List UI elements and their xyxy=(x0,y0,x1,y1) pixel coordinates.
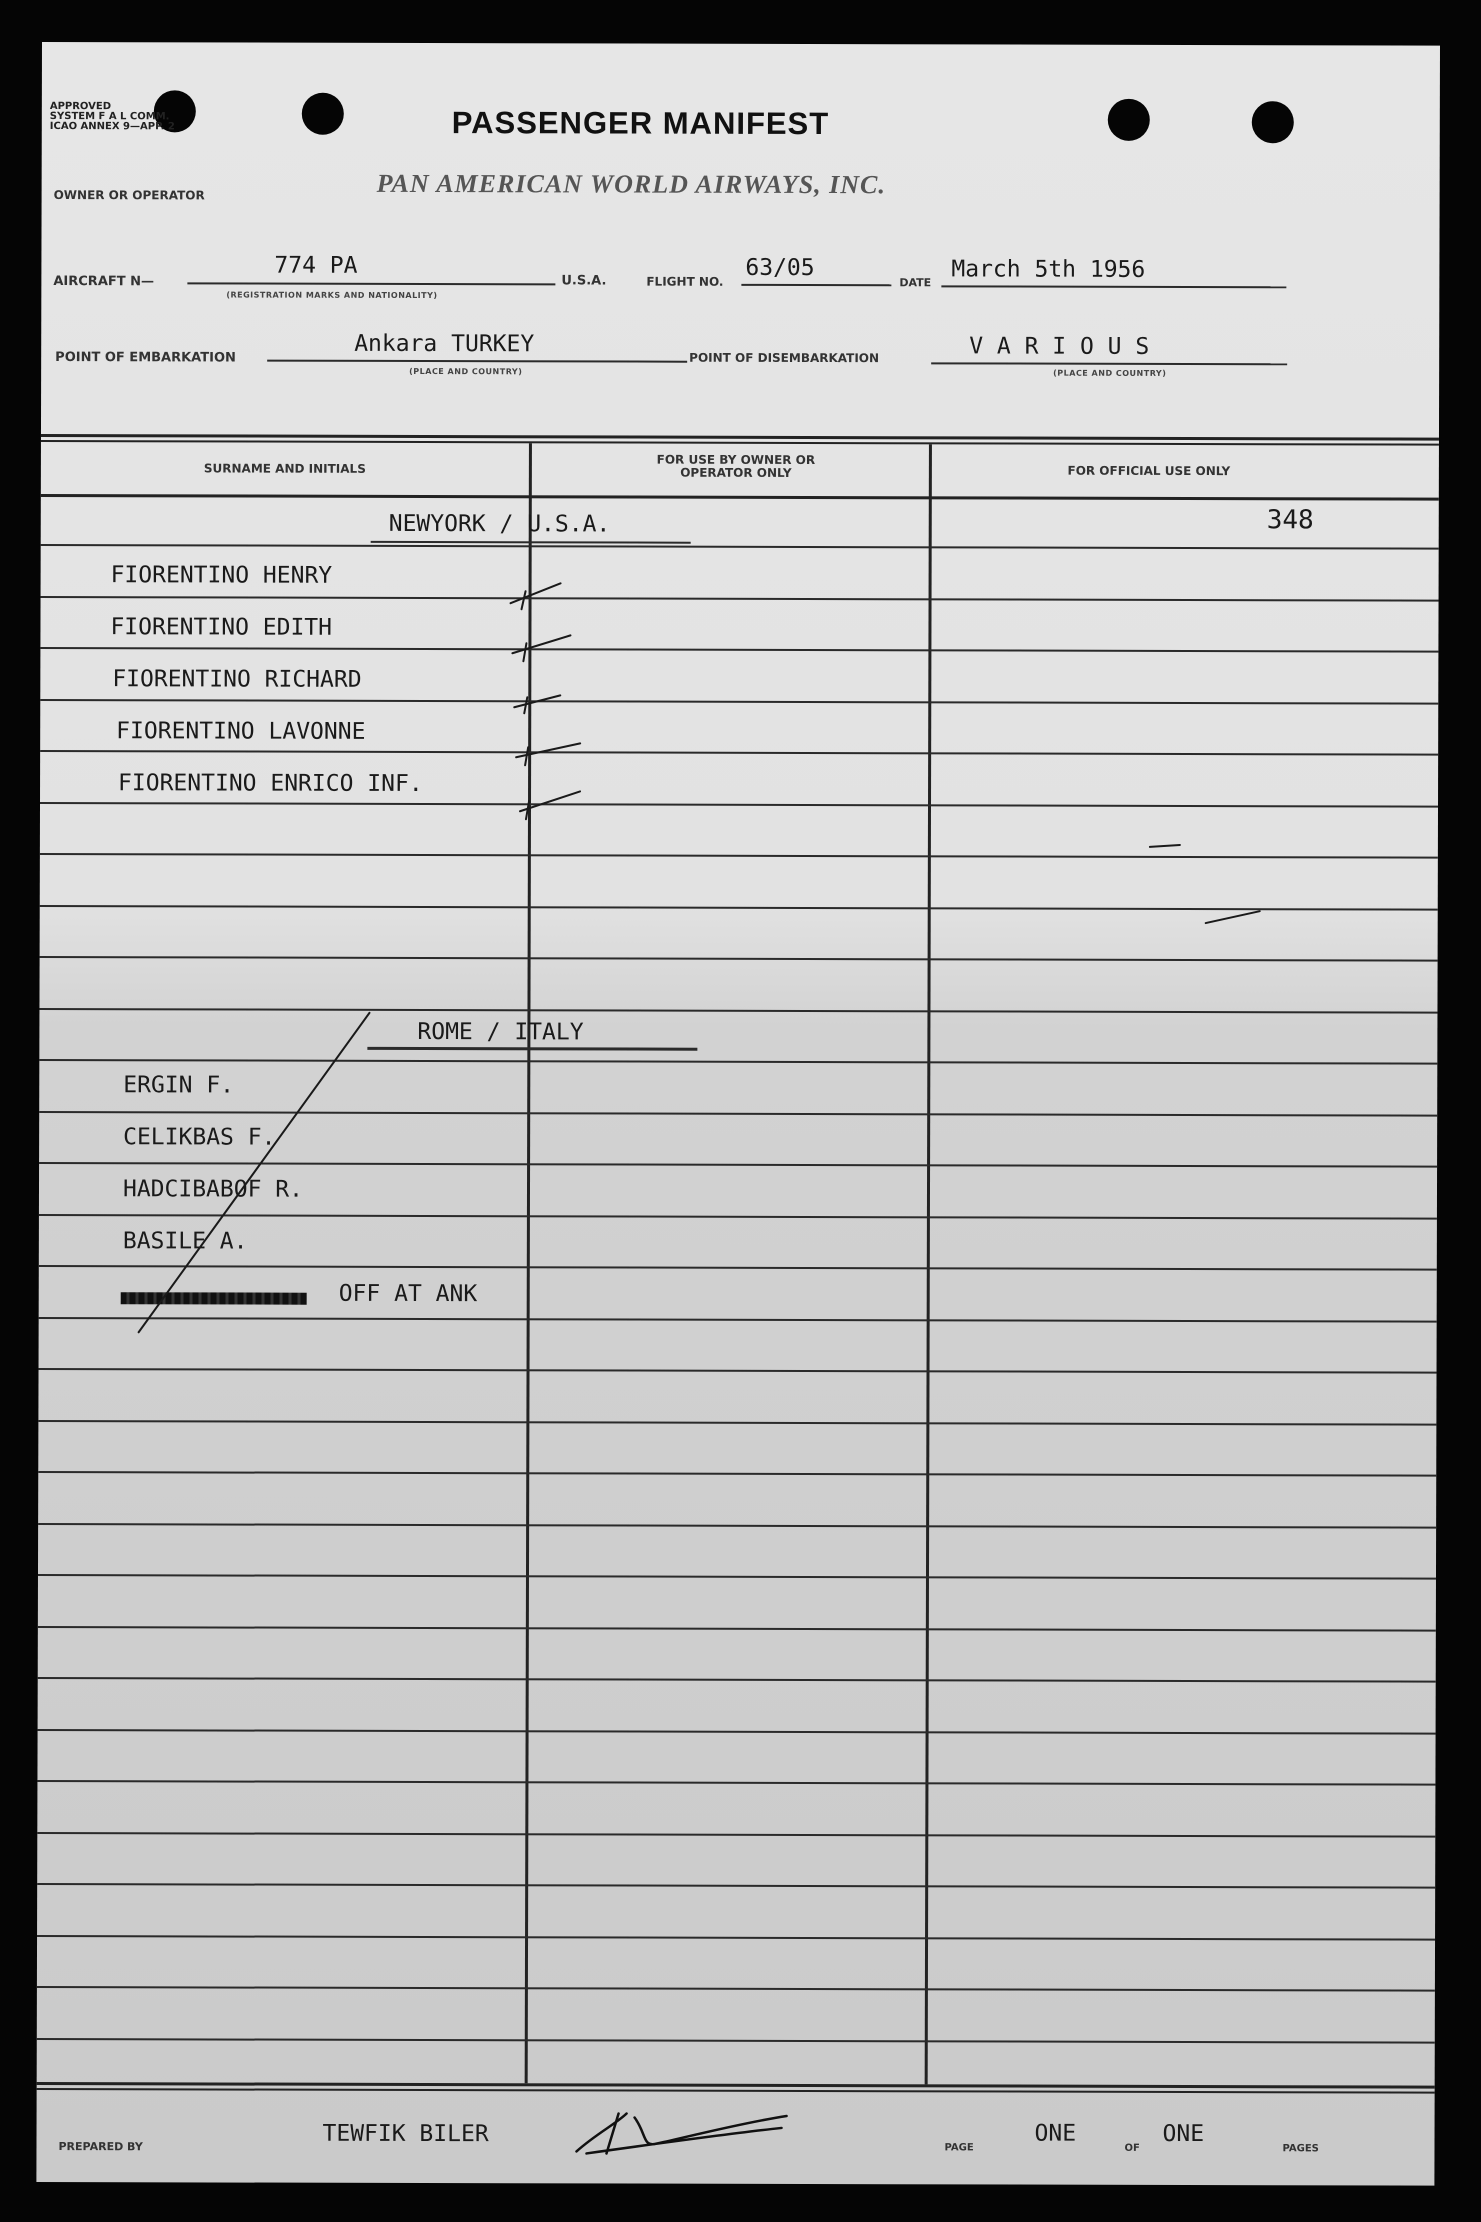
passenger-name: FIORENTINO ENRICO INF. xyxy=(118,770,423,797)
check-mark xyxy=(514,695,560,707)
official-number: 348 xyxy=(1266,505,1314,536)
approval-line: SYSTEM F A L COMM. xyxy=(49,111,170,123)
stray-mark xyxy=(1206,911,1260,923)
check-mark xyxy=(516,743,580,757)
aircraft-label: AIRCRAFT N— xyxy=(53,274,155,290)
passenger-name: BASILE A. xyxy=(122,1228,248,1255)
check-mark xyxy=(512,635,570,653)
passenger-name: FIORENTINO RICHARD xyxy=(112,666,362,693)
check-mark xyxy=(523,643,526,661)
pages-value: ONE xyxy=(1162,2120,1205,2148)
passenger-name: FIORENTINO LAVONNE xyxy=(116,718,366,745)
disembarkation-value: V A R I O U S xyxy=(969,333,1150,360)
date-value: March 5th 1956 xyxy=(951,256,1146,283)
column-header-official: FOR OFFICIAL USE ONLY xyxy=(1067,463,1231,479)
passenger-name: FIORENTINO HENRY xyxy=(110,562,333,589)
cancel-slash xyxy=(139,1012,370,1333)
check-mark xyxy=(511,583,561,603)
disembarkation-label: POINT OF DISEMBARKATION xyxy=(689,350,880,366)
stray-mark xyxy=(1150,845,1180,847)
check-mark xyxy=(522,591,526,609)
passenger-name: ERGIN F. xyxy=(123,1072,235,1099)
approval-line: ICAO ANNEX 9—APP. 2 xyxy=(49,121,175,133)
usa-label: U.S.A. xyxy=(561,273,607,289)
owner-label: OWNER OR OPERATOR xyxy=(53,188,205,203)
embarkation-label: POINT OF EMBARKATION xyxy=(55,350,236,366)
destination-rome: ROME / ITALY xyxy=(417,1018,584,1046)
registration-caption: (REGISTRATION MARKS AND NATIONALITY) xyxy=(226,290,438,301)
flight-value: 63/05 xyxy=(745,254,815,282)
passenger-name: HADCIBABOF R. xyxy=(122,1176,304,1203)
approval-line: APPROVED xyxy=(49,101,112,113)
manifest-sheet xyxy=(36,42,1440,2186)
passenger-name: OFF AT ANK xyxy=(338,1280,478,1308)
signature xyxy=(556,2103,796,2164)
handwritten-marks xyxy=(36,42,1440,2186)
embarkation-value: Ankara TURKEY xyxy=(354,330,535,358)
passenger-name: FIORENTINO EDITH xyxy=(110,614,333,641)
prepared-by-value: TEWFIK BILER xyxy=(322,2120,489,2148)
embarkation-caption: (PLACE AND COUNTRY) xyxy=(409,366,523,377)
check-mark xyxy=(525,747,528,765)
check-mark xyxy=(526,801,529,819)
page-value: ONE xyxy=(1034,2120,1077,2147)
form-title: PASSENGER MANIFEST xyxy=(451,105,830,142)
pages-label: PAGES xyxy=(1282,2143,1319,2155)
of-label: OF xyxy=(1124,2142,1140,2154)
page-label: PAGE xyxy=(944,2142,974,2154)
column-header-surname: SURNAME AND INITIALS xyxy=(203,461,366,476)
disembarkation-caption: (PLACE AND COUNTRY) xyxy=(1053,368,1167,378)
prepared-by-label: PREPARED BY xyxy=(58,2140,143,2154)
column-header-owner: FOR USE BY OWNER OR OPERATOR ONLY xyxy=(656,452,816,480)
passenger-name: CELIKBAS F. xyxy=(123,1124,276,1151)
flight-label: FLIGHT NO. xyxy=(646,274,724,289)
destination-newyork: NEWYORK / U.S.A. xyxy=(388,510,611,538)
aircraft-value: 774 PA xyxy=(274,252,358,279)
operator-name: PAN AMERICAN WORLD AIRWAYS, INC. xyxy=(376,168,886,200)
date-label: DATE xyxy=(899,276,932,290)
